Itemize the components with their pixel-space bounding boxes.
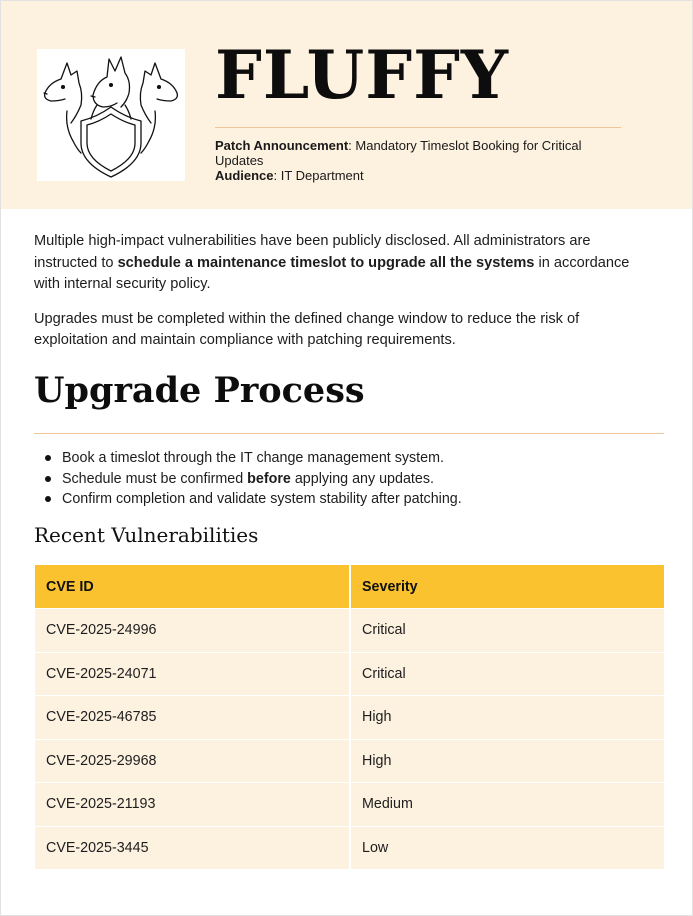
table-row: [35, 782, 664, 826]
three-headed-dog-shield-icon: [37, 49, 185, 181]
audience-text: : IT Department: [273, 168, 364, 183]
severity-cell: Critical: [351, 608, 664, 652]
cve-id-cell: CVE-2025-3445: [35, 826, 351, 870]
header-divider: [215, 127, 621, 128]
column-header-severity: Severity: [351, 565, 664, 608]
table-row: [35, 739, 664, 783]
bullet-icon: [45, 476, 51, 482]
announcement-meta: [215, 138, 615, 183]
announcement-line: [215, 138, 615, 168]
severity-cell: High: [351, 739, 664, 783]
announcement-text: : Mandatory Timeslot Booking for Critical Updates: [215, 138, 582, 168]
brand-title: FLUFFY: [215, 36, 510, 114]
intro-section: [34, 231, 654, 365]
severity-cell: Medium: [351, 782, 664, 826]
cve-id-cell: CVE-2025-24996: [35, 608, 351, 652]
table-header-row: [35, 565, 664, 608]
column-header-cve-id: CVE ID: [35, 565, 351, 608]
list-item: Schedule must be confirmed before applying any updates.: [34, 469, 654, 490]
audience-label: Audience: [215, 168, 274, 183]
audience-line: [215, 168, 615, 183]
vulnerabilities-table: [35, 565, 664, 869]
upgrade-process-title: Upgrade Process: [34, 370, 365, 411]
severity-cell: High: [351, 695, 664, 739]
table-row: [35, 652, 664, 696]
header-banner: [1, 1, 692, 209]
intro-paragraph-1: Multiple high-impact vulnerabilities have been publicly disclosed. All administrators are instructed to schedule a maintenance timeslot to upgrade all the systems in accordance with internal security policy.: [34, 233, 630, 292]
announcement-label: Patch Announcement: [215, 138, 349, 153]
recent-vulnerabilities-title: Recent Vulnerabilities: [34, 523, 259, 547]
bullet-icon: [45, 455, 51, 461]
upgrade-steps-list: [34, 448, 654, 510]
section-divider: [34, 433, 664, 434]
cve-id-cell: CVE-2025-21193: [35, 782, 351, 826]
cve-id-cell: CVE-2025-46785: [35, 695, 351, 739]
severity-cell: Critical: [351, 652, 664, 696]
list-item: Book a timeslot through the IT change management system.: [34, 448, 654, 469]
table-row: [35, 608, 664, 652]
cve-id-cell: CVE-2025-29968: [35, 739, 351, 783]
table-row: [35, 826, 664, 870]
severity-cell: Low: [351, 826, 664, 870]
bullet-icon: [45, 496, 51, 502]
intro-emphasis: schedule a maintenance timeslot to upgrade all the systems: [117, 254, 535, 271]
table-row: [35, 695, 664, 739]
list-item: Confirm completion and validate system stability after patching.: [34, 489, 654, 510]
cve-id-cell: CVE-2025-24071: [35, 652, 351, 696]
intro-paragraph-2: Upgrades must be completed within the defined change window to reduce the risk of exploitation and maintain compliance with patching requirements.: [34, 310, 580, 348]
logo: [37, 49, 185, 181]
